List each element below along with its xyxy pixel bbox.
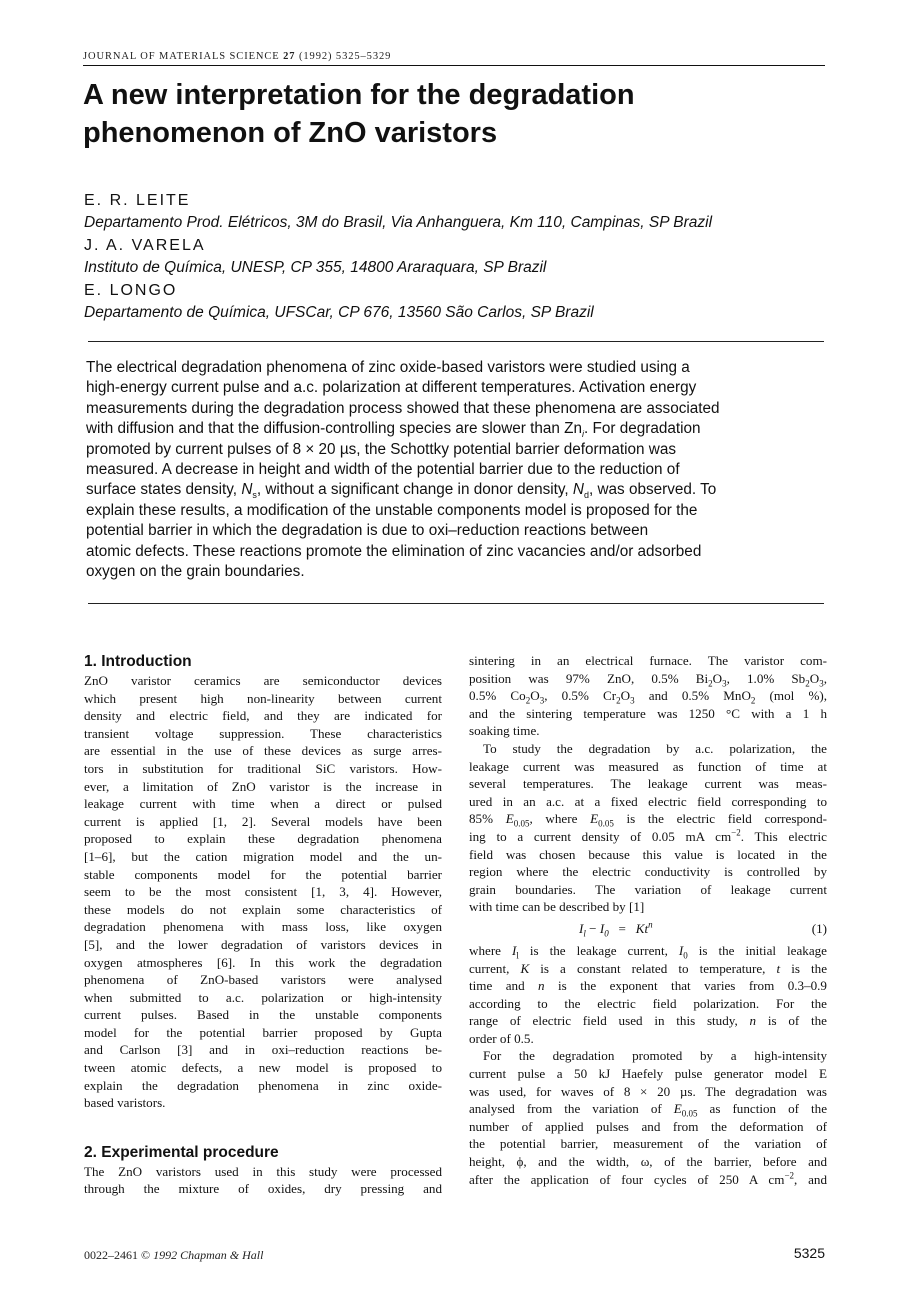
issn: 0022–2461 © xyxy=(84,1248,151,1262)
author-2 xyxy=(84,235,844,278)
subscript: 3 xyxy=(630,695,635,705)
symbol: I xyxy=(579,920,584,936)
body-line: ever, a limitation of ZnO varistor is the increase in xyxy=(84,778,442,794)
subscript: 0.05 xyxy=(681,1108,698,1118)
text: . This electric xyxy=(740,828,827,844)
section-gap xyxy=(84,1112,442,1143)
equation-number: (1) xyxy=(811,920,827,936)
superscript: −2 xyxy=(784,1170,795,1181)
body-line: ZnO varistor ceramics are semiconductor devices xyxy=(84,673,442,688)
subscript: 3 xyxy=(819,678,824,688)
subscript: l xyxy=(583,928,586,939)
text: O xyxy=(620,688,631,704)
symbol: n xyxy=(538,978,545,994)
superscript: n xyxy=(648,919,653,930)
body-line: [5], and the lower degradation of varistors devices in xyxy=(84,936,442,952)
body-line: field was chosen because this value is located in the xyxy=(469,846,827,862)
author-name: E. LONGO xyxy=(84,282,178,299)
left-column xyxy=(84,652,442,1198)
body-line: To study the degradation by a.c. polarization, the xyxy=(483,740,827,756)
body-line xyxy=(469,1100,827,1118)
body-line: are essential in the use of these devices as surge arres- xyxy=(84,743,442,759)
body-line: based varistors. xyxy=(84,1095,166,1111)
abstract xyxy=(86,358,832,582)
symbol: I xyxy=(511,942,517,958)
body-line: phenomena of ZnO-based varistors were analysed xyxy=(84,972,442,988)
abstract-line: The electrical degradation phenomena of zinc oxide-based varistors were studied using a xyxy=(86,359,690,376)
body-line: according to the electric field polarization. For the xyxy=(469,995,827,1011)
text: is the exponent that varies from 0.3–0.9 xyxy=(544,978,827,994)
body-line xyxy=(469,1012,827,1030)
title-line-2: phenomenon of ZnO varistors xyxy=(83,117,498,149)
title-line-1: A new interpretation for the degradation xyxy=(83,79,635,111)
header-rule xyxy=(83,65,825,66)
body-line: current pulses. Based in the unstable components xyxy=(84,1007,442,1023)
page-number: 5325 xyxy=(793,1245,825,1261)
subscript: 2 xyxy=(616,695,621,705)
abstract-line xyxy=(86,440,832,460)
text: O xyxy=(530,688,540,704)
body-line: grain boundaries. The variation of leakage current xyxy=(469,881,827,897)
right-column xyxy=(469,652,827,1188)
body-line: leakage current with time when a direct or pulsed xyxy=(84,796,442,812)
abstract-line: measurements during the degradation process showed that these phenomena are associated xyxy=(86,399,720,417)
article-title xyxy=(83,76,843,152)
abstract-line: high-energy current pulse and a.c. polarization at different temperatures. Activation energy xyxy=(86,379,697,397)
abstract-line xyxy=(86,419,832,439)
body-line xyxy=(469,1171,827,1189)
body-line: which present high non-linearity between current xyxy=(84,690,442,706)
journal-year-pages: (1992) 5325–5329 xyxy=(299,51,392,62)
subscript: 2 xyxy=(805,678,810,688)
text: time and xyxy=(469,978,539,994)
text: 85% xyxy=(469,811,506,827)
symbol: n xyxy=(749,1013,757,1029)
equation-1 xyxy=(469,916,827,942)
text: is a constant related to temperature, xyxy=(529,960,777,976)
footer-copyright xyxy=(84,1248,263,1263)
operator: − xyxy=(585,920,600,936)
body-line: when submitted to a.c. polarization or high-intensity xyxy=(84,989,442,1005)
symbol: I xyxy=(678,942,684,958)
body-line: tors in substitution for traditional SiC varistors. How- xyxy=(84,760,442,776)
operator: = xyxy=(608,920,636,936)
text: , without a significant change in donor density, xyxy=(256,481,573,499)
text: is of the xyxy=(756,1013,827,1029)
body-line: current is applied [1, 2]. Several models have been xyxy=(84,813,442,829)
text: where xyxy=(469,942,512,958)
author-affiliation: Departamento Prod. Elétricos, 3M do Brasil, Via Anhanguera, Km 110, Campinas, SP Brazil xyxy=(84,214,713,231)
body-line: current pulse a 50 kJ Haefely pulse generator model E xyxy=(469,1066,827,1082)
body-line: leakage current was measured as function of time at xyxy=(469,758,827,774)
text: analysed from the variation of xyxy=(469,1101,674,1117)
body-line: oxygen atmospheres [6]. In this work the degradation xyxy=(84,954,442,970)
text: 0.5% Co xyxy=(469,688,526,704)
author-3 xyxy=(84,280,844,323)
body-line: these models do not explain some characteristics of xyxy=(84,901,442,917)
subscript: i xyxy=(582,429,585,440)
text: is the leakage current, xyxy=(518,942,679,958)
body-line: tween atomic defects, a new model is proposed to xyxy=(84,1060,442,1076)
subscript: 3 xyxy=(539,695,545,705)
text: , 1.0% Sb xyxy=(726,670,806,686)
subscript: s xyxy=(252,490,257,501)
text: , xyxy=(823,670,827,686)
symbol: N xyxy=(241,481,253,499)
text: surface states density, xyxy=(86,481,242,499)
publisher: 1992 Chapman & Hall xyxy=(153,1248,264,1262)
body-line: For the degradation promoted by a high-intensity xyxy=(483,1048,827,1064)
subscript: d xyxy=(583,490,589,501)
text: range of electric field used in this study, xyxy=(469,1013,750,1029)
body-line: proposed to explain these degradation phenomena xyxy=(84,831,442,847)
journal-header xyxy=(83,51,825,62)
body-line: seem to be the most consistent [1, 3, 4]. However, xyxy=(84,884,442,900)
symbol: K xyxy=(520,960,530,976)
text: . For degradation xyxy=(584,420,701,438)
symbol: E xyxy=(590,811,599,827)
author-affiliation: Departamento de Química, UFSCar, CP 676, 13560 São Carlos, SP Brazil xyxy=(84,304,594,321)
text: promoted by current pulses of 8 × 20 xyxy=(86,440,340,458)
body-line xyxy=(469,828,827,846)
abstract-line: atomic defects. These reactions promote the elimination of zinc vacancies and/or adsorbed xyxy=(86,542,702,560)
text: is the electric field correspond- xyxy=(613,811,827,827)
text: after the application of four cycles of 250 A cm xyxy=(469,1171,785,1187)
abstract-top-rule xyxy=(88,341,824,342)
abstract-line: measured. A decrease in height and width of the potential barrier due to the reduction of xyxy=(86,461,680,479)
text: (mol %), xyxy=(755,688,827,704)
abstract-bottom-rule xyxy=(88,603,824,604)
subscript: l xyxy=(516,950,519,960)
text: is the xyxy=(780,960,827,976)
text: ing to a current density of 0.05 mA cm xyxy=(469,828,732,844)
symbol: N xyxy=(572,481,584,499)
body-line: order of 0.5. xyxy=(469,1030,534,1046)
section-heading-introduction: 1. Introduction xyxy=(84,653,192,670)
body-line: soaking time. xyxy=(469,723,540,739)
abstract-line: explain these results, a modification of the unstable components model is proposed for the xyxy=(86,501,698,519)
subscript: 2 xyxy=(525,695,531,705)
text: , 0.5% Cr xyxy=(544,688,617,704)
introduction-body xyxy=(84,672,442,1094)
text: and 0.5% MnO xyxy=(634,688,751,704)
author-name: E. R. LEITE xyxy=(84,192,191,209)
body-line: region where the electric conductivity is controlled by xyxy=(469,864,827,880)
text: µs, the Schottky potential barrier deformation was xyxy=(339,440,676,458)
body-line: sintering in an electrical furnace. The varistor com- xyxy=(469,653,827,668)
body-line: was used, for waves of 8 × 20 µs. The degradation was xyxy=(469,1083,827,1099)
equation-body xyxy=(579,916,653,942)
text: with diffusion and that the diffusion-controlling species are slower than Zn xyxy=(86,420,583,438)
text: , was observed. To xyxy=(589,481,717,499)
body-line: The ZnO varistors used in this study were processed xyxy=(84,1163,442,1179)
body-line xyxy=(469,670,827,688)
section-heading-experimental: 2. Experimental procedure xyxy=(84,1143,279,1161)
body-line xyxy=(469,810,827,828)
text: is the initial leakage xyxy=(687,942,827,958)
body-line: density and electric field, and they are indicated for xyxy=(84,708,442,724)
abstract-line: oxygen on the grain boundaries. xyxy=(86,563,305,581)
body-line: number of applied pulses and from the deformation of xyxy=(469,1118,827,1134)
subscript: 2 xyxy=(708,678,713,688)
body-line xyxy=(469,977,827,995)
journal-name: JOURNAL OF MATERIALS SCIENCE xyxy=(83,51,280,62)
text: , and xyxy=(794,1171,827,1187)
text: as function of the xyxy=(697,1101,827,1117)
author-affiliation: Instituto de Química, UNESP, CP 355, 14800 Araraquara, SP Brazil xyxy=(84,259,547,276)
body-line: degradation phenomena with mass loss, like oxygen xyxy=(84,919,442,935)
body-line: height, ϕ, and the width, ω, of the barrier, before and xyxy=(469,1154,827,1170)
text: position was 97% ZnO, 0.5% Bi xyxy=(469,670,709,686)
body-line: explain the degradation phenomena in zinc oxide- xyxy=(84,1077,442,1093)
symbol: I xyxy=(599,920,605,936)
superscript: −2 xyxy=(731,827,741,838)
subscript: 0.05 xyxy=(598,818,614,828)
text: O xyxy=(809,670,820,686)
body-line xyxy=(469,942,827,960)
body-line: model for the potential barrier proposed by Gupta xyxy=(84,1024,442,1040)
abstract-line: potential barrier in which the degradation is due to oxi–reduction reactions between xyxy=(86,522,649,540)
body-line: and Carlson [3] and in oxi–reduction reactions be- xyxy=(84,1042,442,1058)
body-line: the potential barrier, measurement of the variation of xyxy=(469,1136,827,1152)
body-line: through the mixture of oxides, dry pressing and xyxy=(84,1181,442,1197)
text: current, xyxy=(469,960,521,976)
body-line: ured in an a.c. at a fixed electric field corresponding to xyxy=(469,793,827,809)
text: , where xyxy=(529,811,591,827)
author-1 xyxy=(84,190,844,233)
abstract-line xyxy=(86,480,832,500)
subscript: 2 xyxy=(750,695,756,705)
body-line: [1–6], but the cation migration model and the un- xyxy=(84,848,442,864)
body-line xyxy=(469,960,827,978)
text: O xyxy=(712,670,723,686)
subscript: 0 xyxy=(683,950,688,960)
body-line: and the sintering temperature was 1250 °C with a 1 h xyxy=(469,705,827,721)
journal-volume: 27 xyxy=(283,51,296,62)
body-line: several temperatures. The leakage current was meas- xyxy=(469,776,827,792)
body-line: with time can be described by [1] xyxy=(469,899,645,915)
body-line xyxy=(469,687,827,705)
symbol: Kt xyxy=(635,920,649,936)
body-line: stable components model for the potential barrier xyxy=(84,866,442,882)
subscript: 0.05 xyxy=(513,818,530,828)
subscript: 3 xyxy=(722,678,727,688)
symbol: t xyxy=(776,960,781,976)
symbol: E xyxy=(673,1101,682,1117)
author-name: J. A. VARELA xyxy=(84,237,206,254)
symbol: E xyxy=(505,811,514,827)
subscript: 0 xyxy=(604,928,609,939)
body-line: transient voltage suppression. These characteristics xyxy=(84,725,442,741)
